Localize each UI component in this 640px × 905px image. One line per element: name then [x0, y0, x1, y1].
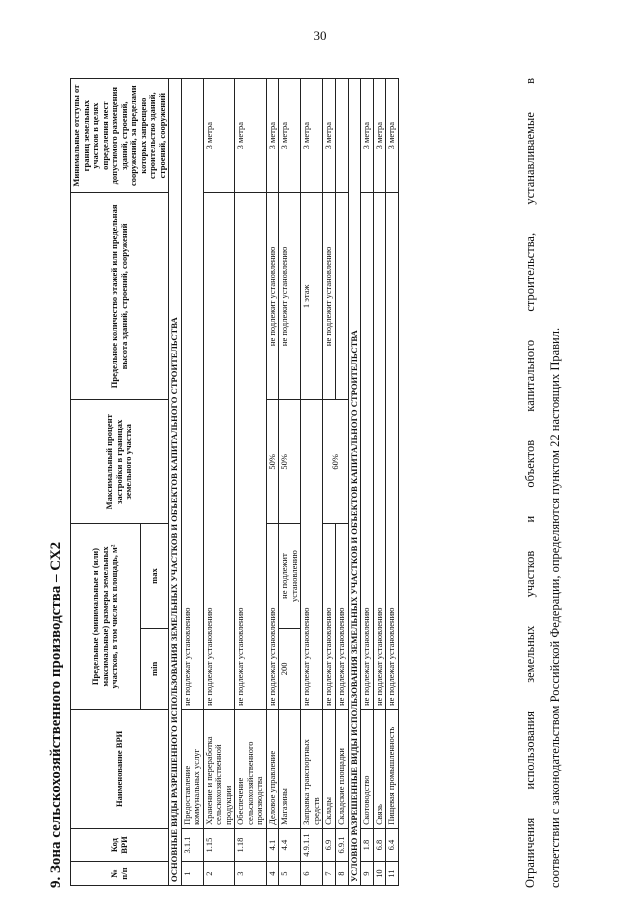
row-code: 4.4 [279, 828, 301, 861]
row-num: 5 [279, 862, 301, 886]
header-setback: Минимальные отступы от границ земельных участков в целях определения мест допустимого размещения зданий, строений, сооружений, за пределами которых запрещено строительство зданий, строений, сооружений [71, 79, 169, 193]
row-area: не подлежат установлению [386, 193, 399, 710]
row-setback: 3 метра [361, 79, 374, 193]
table-row [301, 79, 323, 886]
section-row-main [169, 79, 182, 886]
row-area: не подлежат установлению [181, 79, 203, 710]
row-code: 6.8 [373, 828, 386, 861]
row-code: 1.15 [203, 828, 235, 861]
row-setback: 3 метра [301, 79, 323, 193]
row-num: 3 [235, 862, 267, 886]
row-percent: 60% [323, 400, 348, 524]
row-area: не подлежат установлению [361, 193, 374, 710]
row-area: не подлежат установлению [235, 193, 267, 710]
row-num: 1 [181, 862, 203, 886]
table-row [279, 79, 301, 886]
row-floors: 1 этаж [301, 193, 323, 400]
row-code: 1.8 [361, 828, 374, 861]
row-name: Складские площадки [336, 709, 349, 828]
row-area: не подлежат установлению [336, 524, 349, 710]
row-name: Пищевая промышленность [386, 709, 399, 828]
section-main-label: ОСНОВНЫЕ ВИДЫ РАЗРЕШЕННОГО ИСПОЛЬЗОВАНИЯ ЗЕМЕЛЬНЫХ УЧАСТКОВ И ОБЪЕКТОВ КАПИТАЛЬНОГО СТРОИТЕЛЬСТВА [169, 79, 182, 886]
table-row [181, 79, 203, 886]
header-row [71, 79, 141, 886]
row-code: 4.9.1.1 [301, 828, 323, 861]
row-area: не подлежат установлению [373, 193, 386, 710]
row-area: не подлежат установлению [203, 193, 235, 710]
row-code: 6.9.1 [336, 828, 349, 861]
row-name: Скотоводство [361, 709, 374, 828]
row-name: Хранение и переработка сельскохозяйственной продукции [203, 709, 235, 828]
row-num: 4 [266, 862, 279, 886]
row-name: Связь [373, 709, 386, 828]
row-num: 2 [203, 862, 235, 886]
table-row [386, 79, 399, 886]
row-num: 11 [386, 862, 399, 886]
header-num: № п/п [71, 862, 169, 886]
header-name: Наименование ВРИ [71, 709, 169, 828]
section-row-conditional [348, 79, 361, 886]
row-setback: 3 метра [386, 79, 399, 193]
regulations-table [70, 78, 399, 886]
row-code: 4.1 [266, 828, 279, 861]
row-area: не подлежат установлению [266, 524, 279, 710]
row-floors: не подлежит установлению [266, 193, 279, 400]
row-name: Заправка транспортных средств [301, 709, 323, 828]
header-max: max [141, 524, 169, 629]
row-setback-empty [336, 79, 349, 193]
table-row [235, 79, 267, 886]
row-setback: 3 метра [203, 79, 235, 193]
table-row [203, 79, 235, 886]
row-name: Склады [323, 709, 336, 828]
row-floors-empty [336, 193, 349, 400]
section-title: 9. Зона сельскохозяйственного производства – СХ2 [48, 541, 64, 888]
table-row [323, 79, 336, 886]
row-name: Деловое управление [266, 709, 279, 828]
row-num: 8 [336, 862, 349, 886]
table-row [266, 79, 279, 886]
row-max: не подлежит установлению [279, 524, 301, 629]
row-area: не подлежат установлению [301, 400, 323, 709]
row-setback: 3 метра [373, 79, 386, 193]
header-percent: Максимальный процент застройки в границах земельного участка [71, 400, 169, 524]
row-setback: 3 метра [279, 79, 301, 193]
row-area: не подлежат установлению [323, 524, 336, 710]
table-row [361, 79, 374, 886]
header-area-group: Предельные (минимальные и (или) максимальные) размеры земельных участков, в том числе их площадь, м² [71, 524, 141, 710]
header-code: Код ВРИ [71, 828, 169, 861]
row-num: 6 [301, 862, 323, 886]
row-num: 10 [373, 862, 386, 886]
row-code: 1.18 [235, 828, 267, 861]
row-name: Обеспечение сельскохозяйственного производства [235, 709, 267, 828]
header-floors: Предельное количество этажей или предельная высота зданий, строений, сооружений [71, 193, 169, 400]
row-percent: 50% [279, 400, 301, 524]
row-num: 7 [323, 862, 336, 886]
row-code: 6.9 [323, 828, 336, 861]
row-code: 6.4 [386, 828, 399, 861]
restrictions-note [518, 78, 568, 888]
row-floors: не подлежит установлению [279, 193, 301, 400]
row-setback: 3 метра [323, 79, 336, 193]
section-conditional-label: УСЛОВНО РАЗРЕШЕННЫЕ ВИДЫ ИСПОЛЬЗОВАНИЯ ЗЕМЕЛЬНЫХ УЧАСТКОВ И ОБЪЕКТОВ КАПИТАЛЬНОГО СТРОИТЕЛЬСТВА [348, 79, 361, 886]
rotated-content [48, 33, 593, 888]
table-row [373, 79, 386, 886]
row-code: 3.1.1 [181, 828, 203, 861]
header-min: min [141, 628, 169, 709]
row-name: Магазины [279, 709, 301, 828]
row-setback: 3 метра [235, 79, 267, 193]
row-percent: 50% [266, 400, 279, 524]
restrictions-note-line1: Ограничения использования земельных участков и объектов капитального строительства, устанавливаемые в [523, 78, 537, 888]
row-setback: 3 метра [266, 79, 279, 193]
restrictions-note-line2: соответствии с законодательством Российской Федерации, определяются пунктом 22 настоящих Правил. [548, 327, 562, 888]
page-number: 30 [313, 28, 327, 43]
row-min: 200 [279, 628, 301, 709]
row-num: 9 [361, 862, 374, 886]
row-floors: не подлежит установлению [323, 193, 336, 400]
row-name: Предоставление коммунальных услуг [181, 709, 203, 828]
